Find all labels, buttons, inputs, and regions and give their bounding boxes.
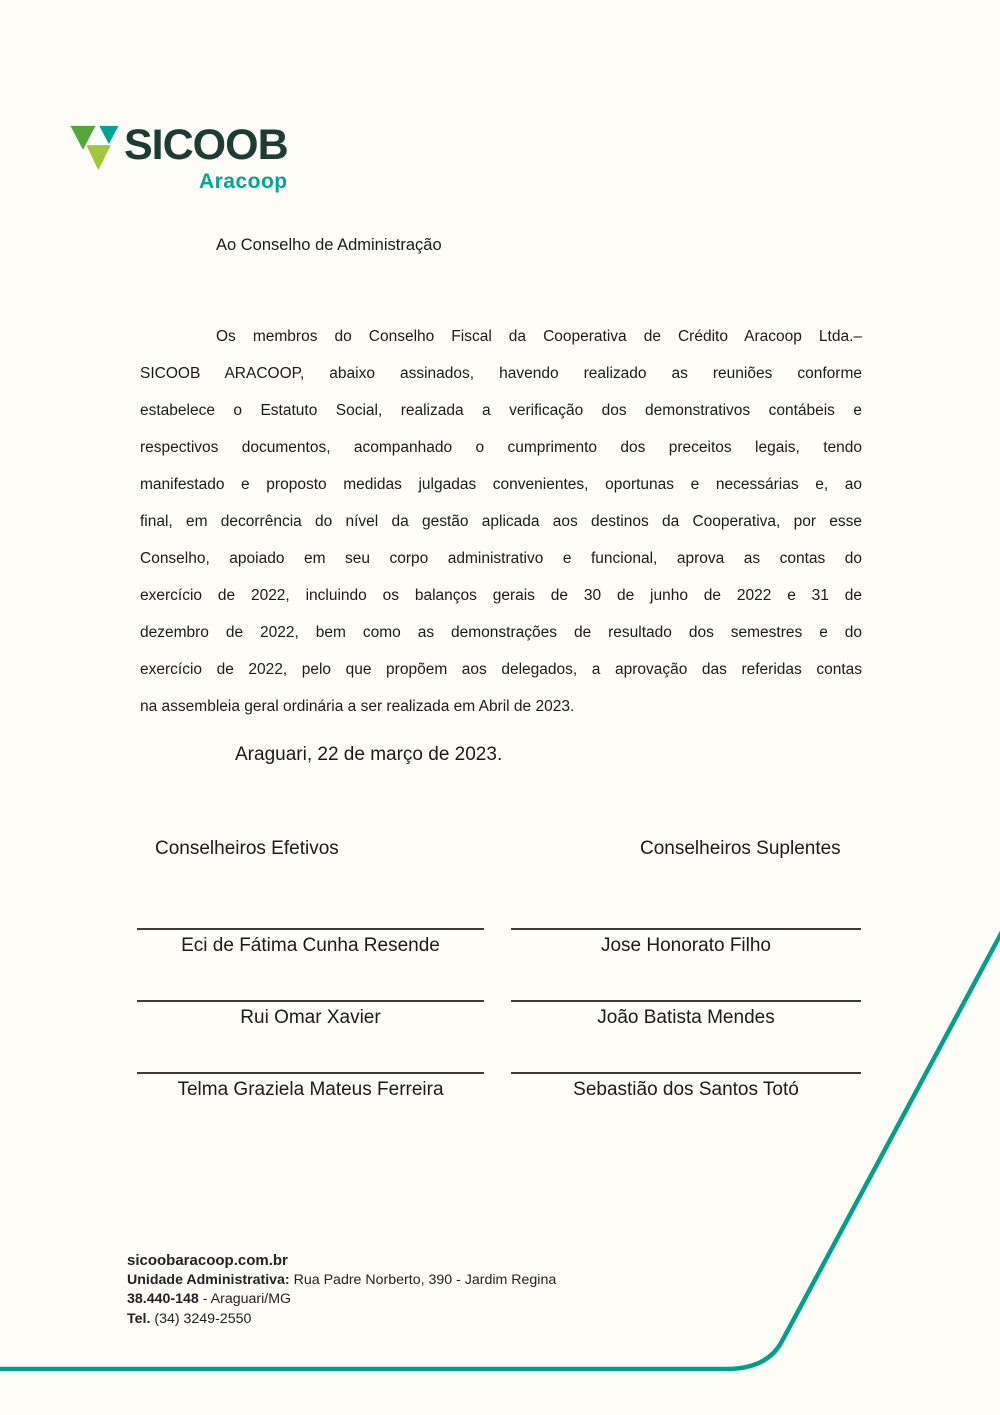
footer-address-label: Unidade Administrativa: xyxy=(127,1271,290,1288)
signature-slot xyxy=(511,1000,861,1029)
body-line: dezembro de 2022, bem como as demonstrações de resultado dos semestres e do xyxy=(140,624,862,641)
signature-slot xyxy=(511,1072,861,1101)
body-line: Conselho, apoiado em seu corpo administrativo e funcional, aprova as contas do xyxy=(140,550,862,567)
brand-subname: Aracoop xyxy=(198,170,288,193)
body-line: estabelece o Estatuto Social, realizada a verificação dos demonstrativos contábeis e xyxy=(140,402,862,419)
footer-city-text: - Araguari/MG xyxy=(202,1291,292,1307)
body-line: SICOOB ARACOOP, abaixo assinados, havendo realizado as reuniões conforme xyxy=(140,365,862,382)
footer-contact-block xyxy=(127,1251,556,1329)
signature-slot xyxy=(137,1000,484,1029)
signatures-left-title: Conselheiros Efetivos xyxy=(155,838,339,859)
body-line: final, em decorrência do nível da gestão aplicada aos destinos da Cooperativa, por esse xyxy=(140,513,862,530)
brand-wordmark: SICOOB xyxy=(124,121,288,169)
signatory-name: Eci de Fátima Cunha Resende xyxy=(181,935,440,956)
footer-address-line xyxy=(127,1271,556,1291)
footer-city-line xyxy=(127,1290,556,1310)
body-line: Os membros do Conselho Fiscal da Cooperativa de Crédito Aracoop Ltda.– xyxy=(216,328,862,345)
letter-body xyxy=(140,318,862,725)
body-line: manifestado e proposto medidas julgadas convenientes, oportunas e necessárias e, ao xyxy=(140,476,862,493)
logo-text xyxy=(124,121,288,194)
body-line: exercício de 2022, pelo que propõem aos delegados, a aprovação das referidas contas xyxy=(140,661,862,678)
sicoob-triangles-icon xyxy=(70,124,119,172)
date-line: Araguari, 22 de março de 2023. xyxy=(235,744,503,765)
signatory-name: Jose Honorato Filho xyxy=(600,935,772,956)
signature-slot xyxy=(137,928,484,957)
body-line: na assembleia geral ordinária a ser realizada em Abril de 2023. xyxy=(140,698,575,715)
signature-slot xyxy=(137,1072,484,1101)
signatory-name: Sebastião dos Santos Totó xyxy=(573,1079,799,1100)
footer-website: sicoobaracoop.com.br xyxy=(127,1252,288,1269)
signatory-name: Rui Omar Xavier xyxy=(240,1007,381,1028)
footer-address-text: Rua Padre Norberto, 390 - Jardim Regina xyxy=(293,1271,557,1288)
footer-phone-line xyxy=(127,1310,556,1330)
sicoob-logo xyxy=(70,121,288,194)
signatory-name: João Batista Mendes xyxy=(597,1007,775,1028)
body-line: exercício de 2022, incluindo os balanços gerais de 30 de junho de 2022 e 31 de xyxy=(140,587,862,604)
footer-postal-code: 38.440-148 xyxy=(127,1291,199,1307)
body-line: respectivos documentos, acompanhado o cumprimento dos preceitos legais, tendo xyxy=(140,439,862,456)
signatory-name: Telma Graziela Mateus Ferreira xyxy=(177,1079,444,1100)
recipient-line: Ao Conselho de Administração xyxy=(216,236,442,254)
signature-slot xyxy=(511,928,861,957)
footer-phone-label: Tel. xyxy=(127,1310,151,1327)
footer-phone-number: (34) 3249-2550 xyxy=(154,1310,252,1327)
signatures-right-title: Conselheiros Suplentes xyxy=(640,838,841,859)
